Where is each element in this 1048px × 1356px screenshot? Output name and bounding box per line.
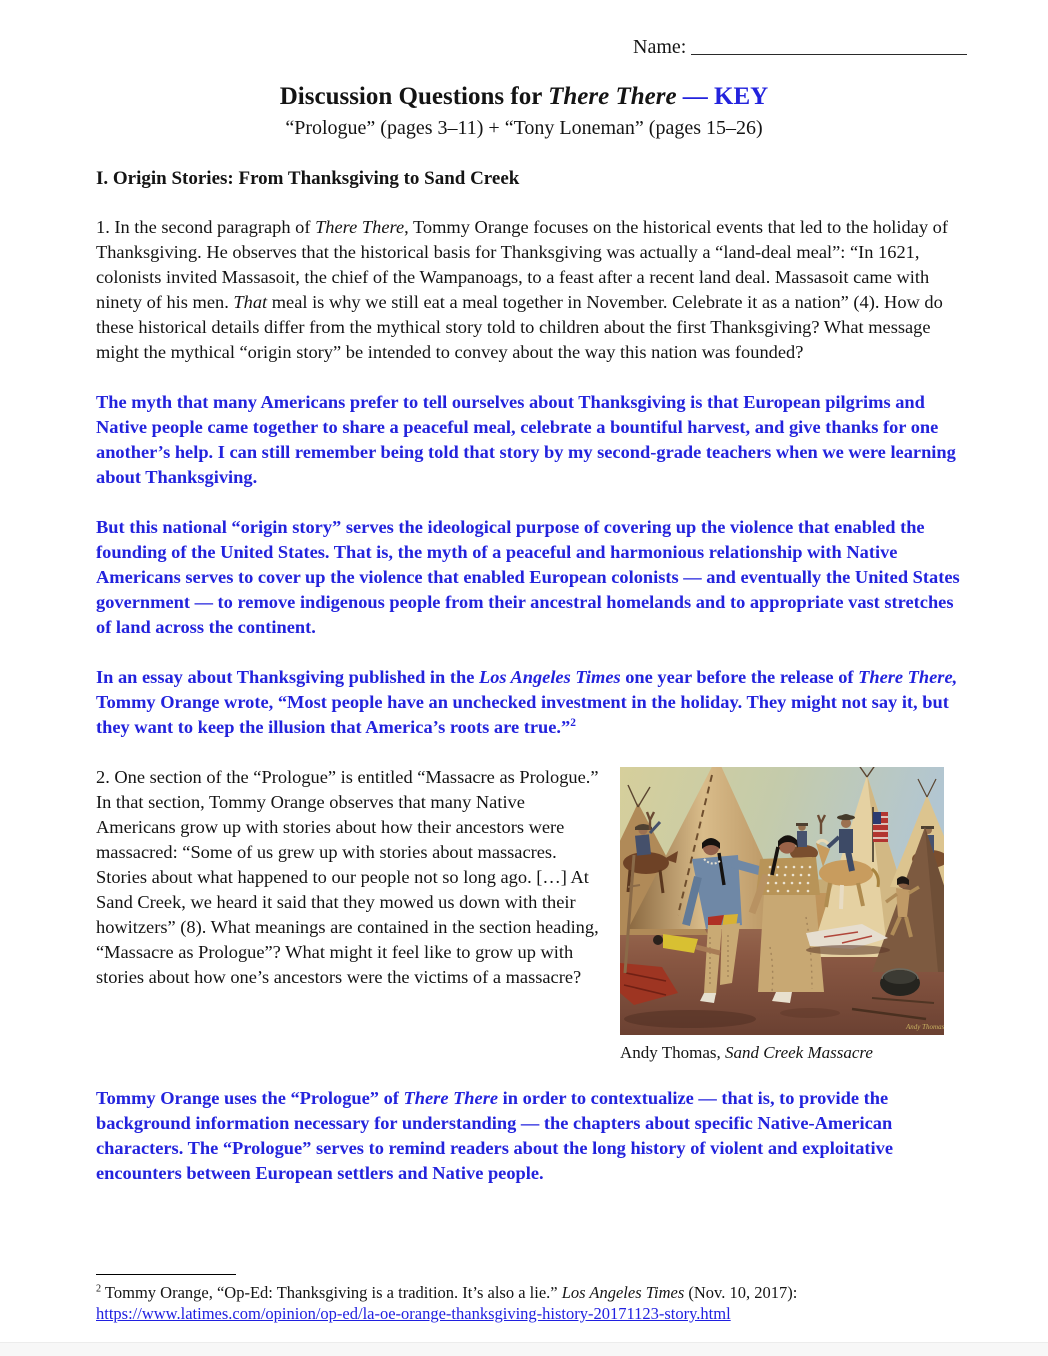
footnote-separator-rule: [96, 1274, 236, 1275]
question-2: 2. One section of the “Prologue” is entitled “Massacre as Prologue.” In that section, Tommy Orange observes that many Native Americans grow up with stories about how their ancestors were massacred: “Some of us grew up with stories about massacres. Stories about what happened to our people not so long ago. […] At Sand Creek, we heard it said that they mowed us down with their howitzers” (8). What meanings are contained in the section heading, “Massacre as Prologue”? What might it feel like to grow up with stories about how one’s ancestors were the victims of a massacre?: [96, 767, 599, 987]
question-1: 1. In the second paragraph of There There, Tommy Orange focuses on the historical events that led to the holiday of Thanksgiving. He observes that the historical basis for Thanksgiving was actually a “land-deal meal”: “In 1621, colonists invited Massasoit, the chief of the Wampanoags, to a feast after a recent land deal. Massasoit came with ninety of his men. That meal is why we still eat a meal together in November. Celebrate it as a nation” (4). How do these historical details differ from the mythical story told to children about the first Thanksgiving? What message might the mythical “origin story” be intended to convey about the way this nation was founded?: [96, 217, 948, 362]
painting-signature: Andy Thomas: [906, 1023, 944, 1031]
answer-paragraph-1: The myth that many Americans prefer to tell ourselves about Thanksgiving is that European pilgrims and Native people came together to share a peaceful meal, celebrate a bountiful harvest, and give thanks for one another’s help. I can still remember being told that story by my second-grade teachers when we were learning about Thanksgiving.: [96, 392, 956, 487]
answer-paragraph-3: In an essay about Thanksgiving published in the Los Angeles Times one year before the release of There There, Tommy Orange wrote, “Most people have an unchecked investment in the holiday. They might not say it, but they want to keep the illusion that America’s roots are true.”$^2$: [96, 667, 958, 737]
painting-caption: Andy Thomas, Sand Creek Massacre: [620, 1043, 873, 1062]
answer-paragraph-4: Tommy Orange uses the “Prologue” of There There in order to contextualize — that is, to provide the background information necessary for understanding — the chapters about specific Native-American characters. The “Prologue” serves to remind readers about the long history of violent and exploitative encounters between European settlers and Native people.: [96, 1088, 894, 1183]
name-field-row: [633, 36, 967, 59]
sand-creek-figure: [620, 767, 944, 1065]
doc-body: [96, 166, 968, 1211]
question-2-block: [96, 765, 968, 1061]
section-heading: I. Origin Stories: From Thanksgiving to Sand Creek: [96, 168, 520, 189]
name-label: Name:: [633, 36, 687, 58]
footnote-block: [96, 1274, 968, 1324]
page-bottom-edge: [0, 1342, 1048, 1356]
answer-paragraph-2: But this national “origin story” serves the ideological purpose of covering up the violence that enabled the founding of the United States. That is, the myth of a peaceful and harmonious relationship with Native Americans serves to cover up the violence that enabled European colonists — and eventually the United States government — to remove indigenous people from their ancestral homelands and to appropriate vast stretches of land across the continent.: [96, 517, 960, 637]
footnote-text: $^2$ Tommy Orange, “Op-Ed: Thanksgiving is a tradition. It’s also a lie.” Los Angeles Times (Nov. 10, 2017):: [96, 1283, 798, 1302]
doc-subtitle: “Prologue” (pages 3–11) + “Tony Loneman” (pages 15–26): [285, 117, 763, 139]
name-blank-line: [691, 36, 967, 55]
footnote-link[interactable]: https://www.latimes.com/opinion/op-ed/la-oe-orange-thanksgiving-history-20171123-story.html: [96, 1304, 731, 1323]
doc-title: Discussion Questions for There There — KEY: [279, 83, 769, 110]
sand-creek-painting-image: [620, 767, 944, 1035]
